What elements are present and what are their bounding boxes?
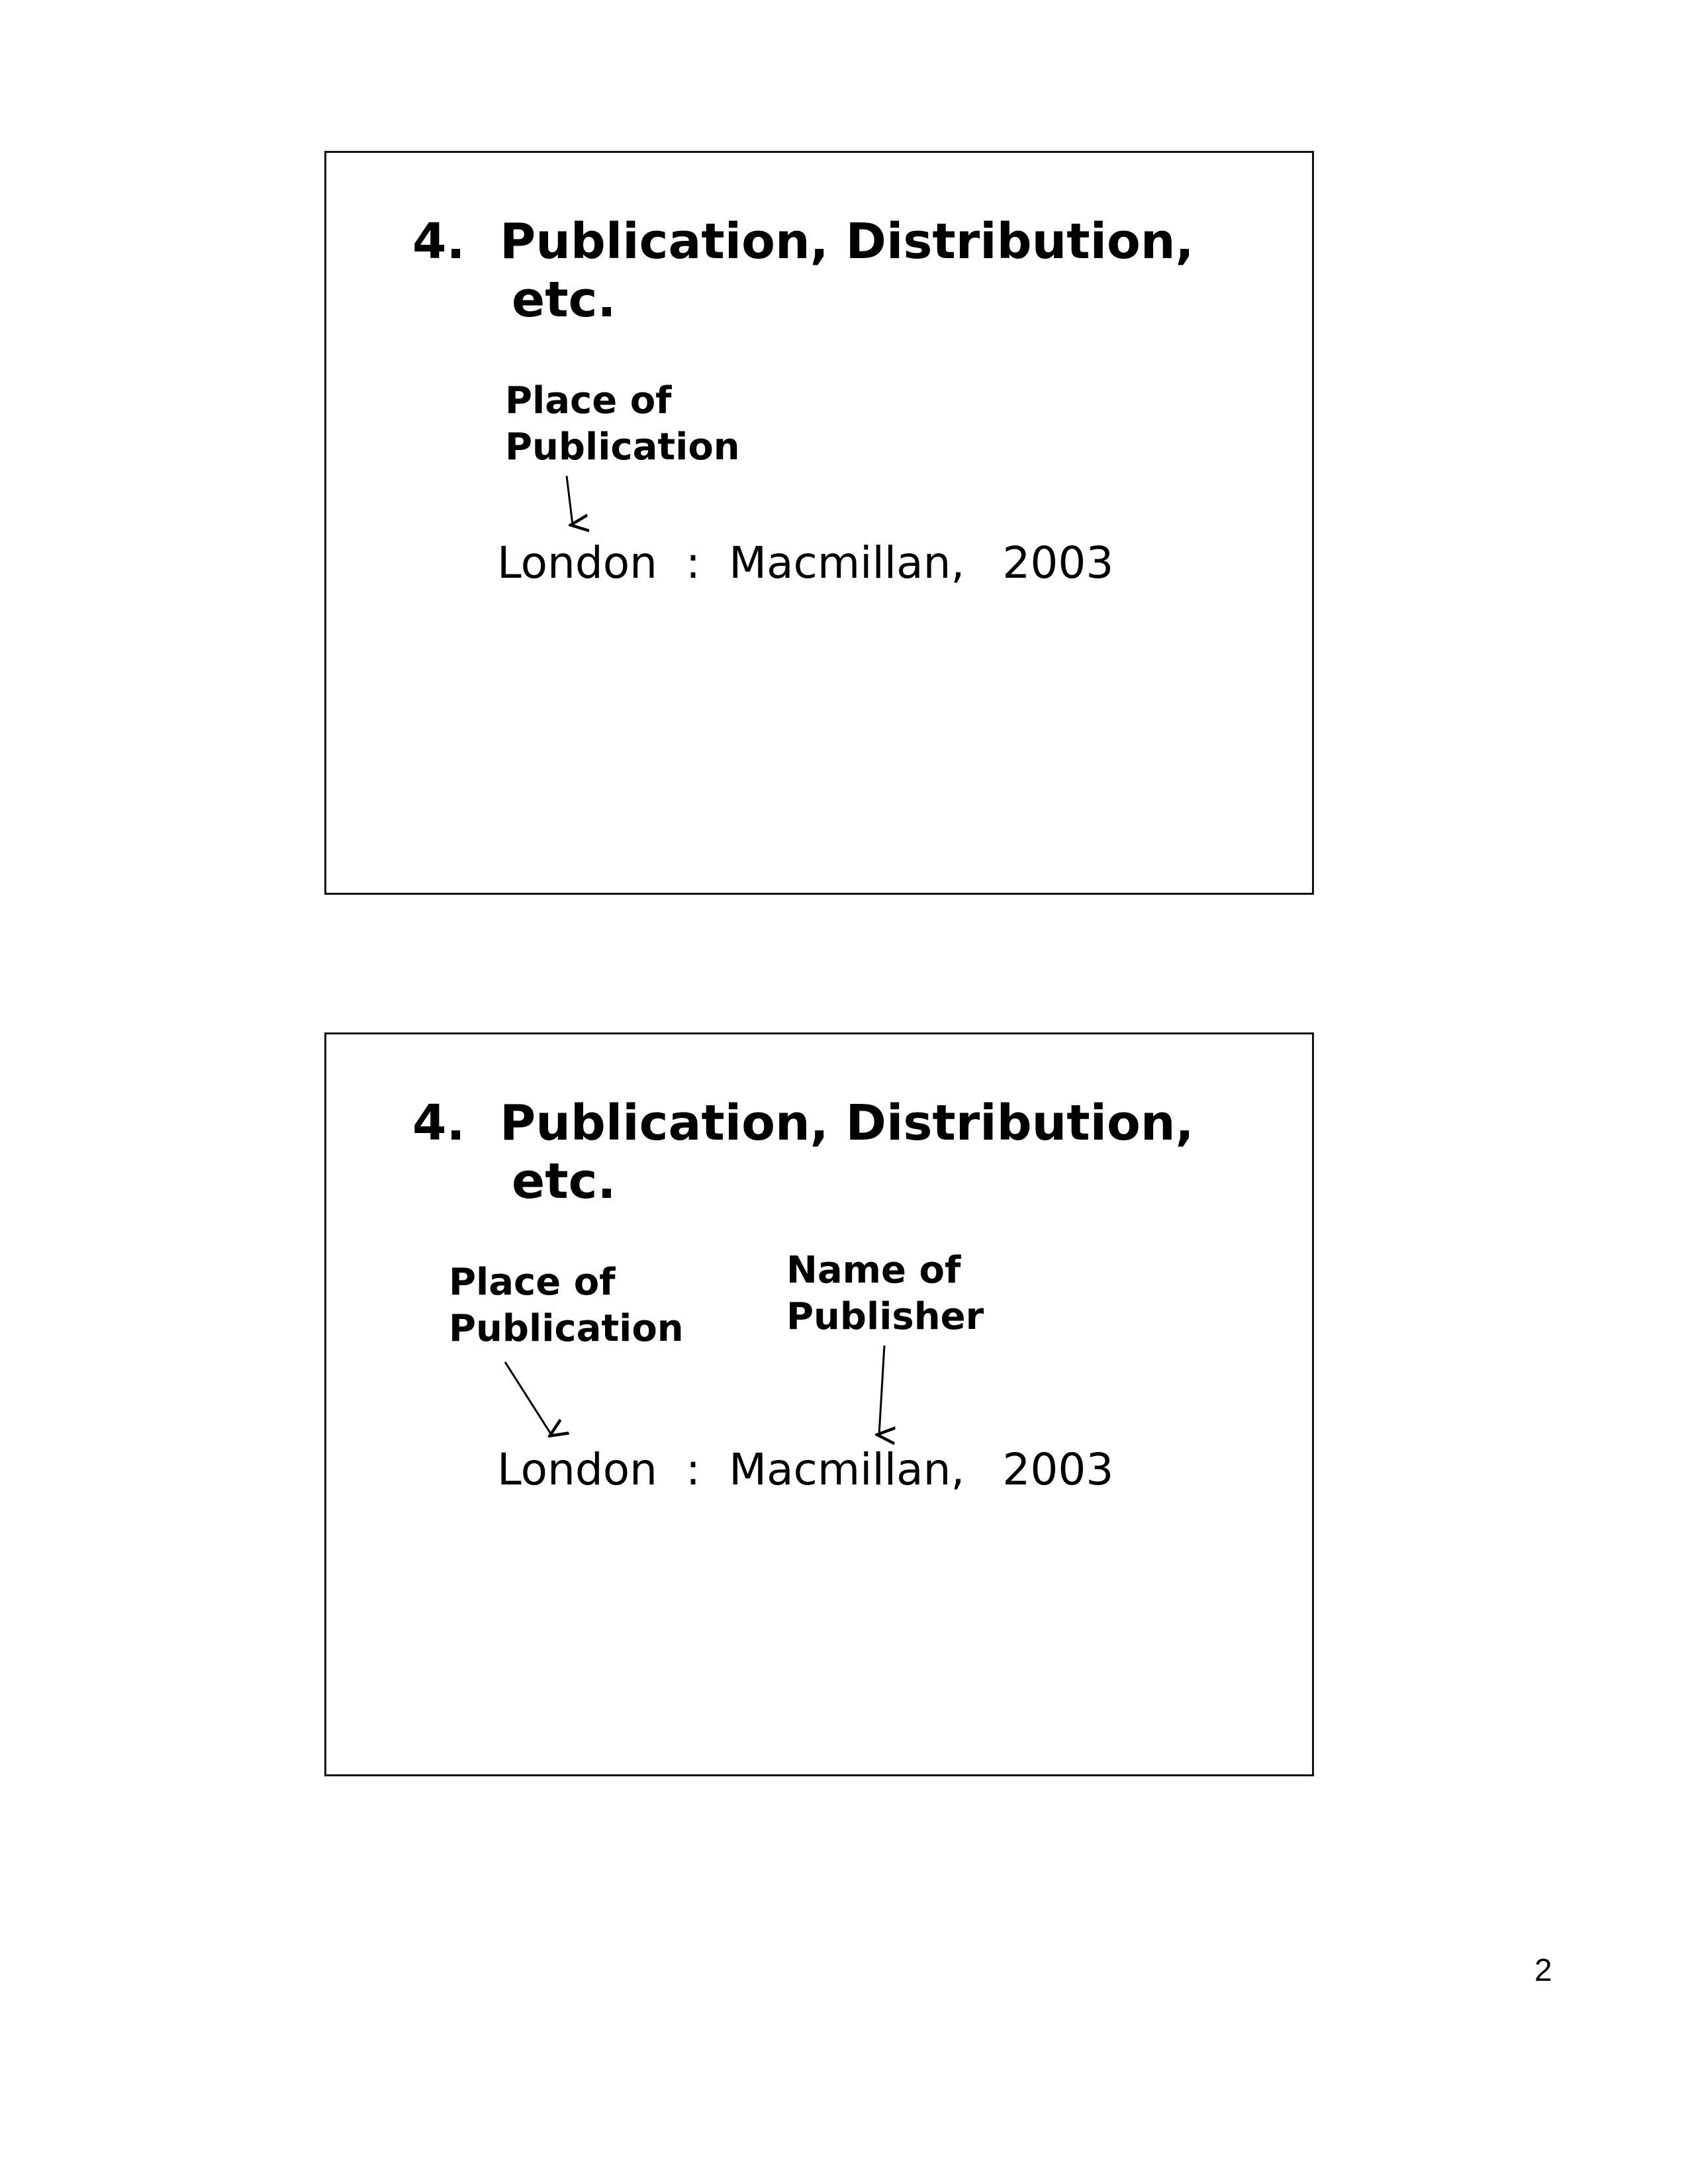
citation-line <box>497 537 1113 590</box>
page-number: 2 <box>1534 1953 1552 1988</box>
citation-year: 2003 <box>1002 537 1114 588</box>
place-of-publication-label-line1: Place of <box>449 1261 616 1304</box>
arrow-to-publisher <box>879 1345 884 1435</box>
citation-line <box>497 1443 1113 1496</box>
place-of-publication-label-line1: Place of <box>505 379 672 422</box>
citation-separator: : <box>685 1444 701 1495</box>
citation-place: London <box>497 537 657 588</box>
slide-title: Publication, Distribution, <box>500 213 1194 270</box>
name-of-publisher-label-line1: Name of <box>786 1249 961 1292</box>
citation-separator: : <box>685 537 701 588</box>
arrow-to-place <box>567 476 573 525</box>
slide-2 <box>324 1032 1314 1776</box>
place-of-publication-label-line2: Publication <box>505 426 740 469</box>
arrow-to-place <box>505 1362 551 1435</box>
citation-year: 2003 <box>1002 1444 1114 1495</box>
slide-title-number: 4. <box>412 1095 465 1152</box>
slide-title-number: 4. <box>412 213 465 270</box>
slide-title: Publication, Distribution, <box>500 1095 1194 1152</box>
place-of-publication-label-line2: Publication <box>449 1307 684 1350</box>
slide-1 <box>324 151 1314 895</box>
name-of-publisher-label-line2: Publisher <box>786 1295 984 1338</box>
citation-publisher: Macmillan, <box>729 1444 965 1495</box>
slide-title-continuation: etc. <box>512 1153 616 1210</box>
slide-title-continuation: etc. <box>512 271 616 328</box>
citation-publisher: Macmillan, <box>729 537 965 588</box>
citation-place: London <box>497 1444 657 1495</box>
